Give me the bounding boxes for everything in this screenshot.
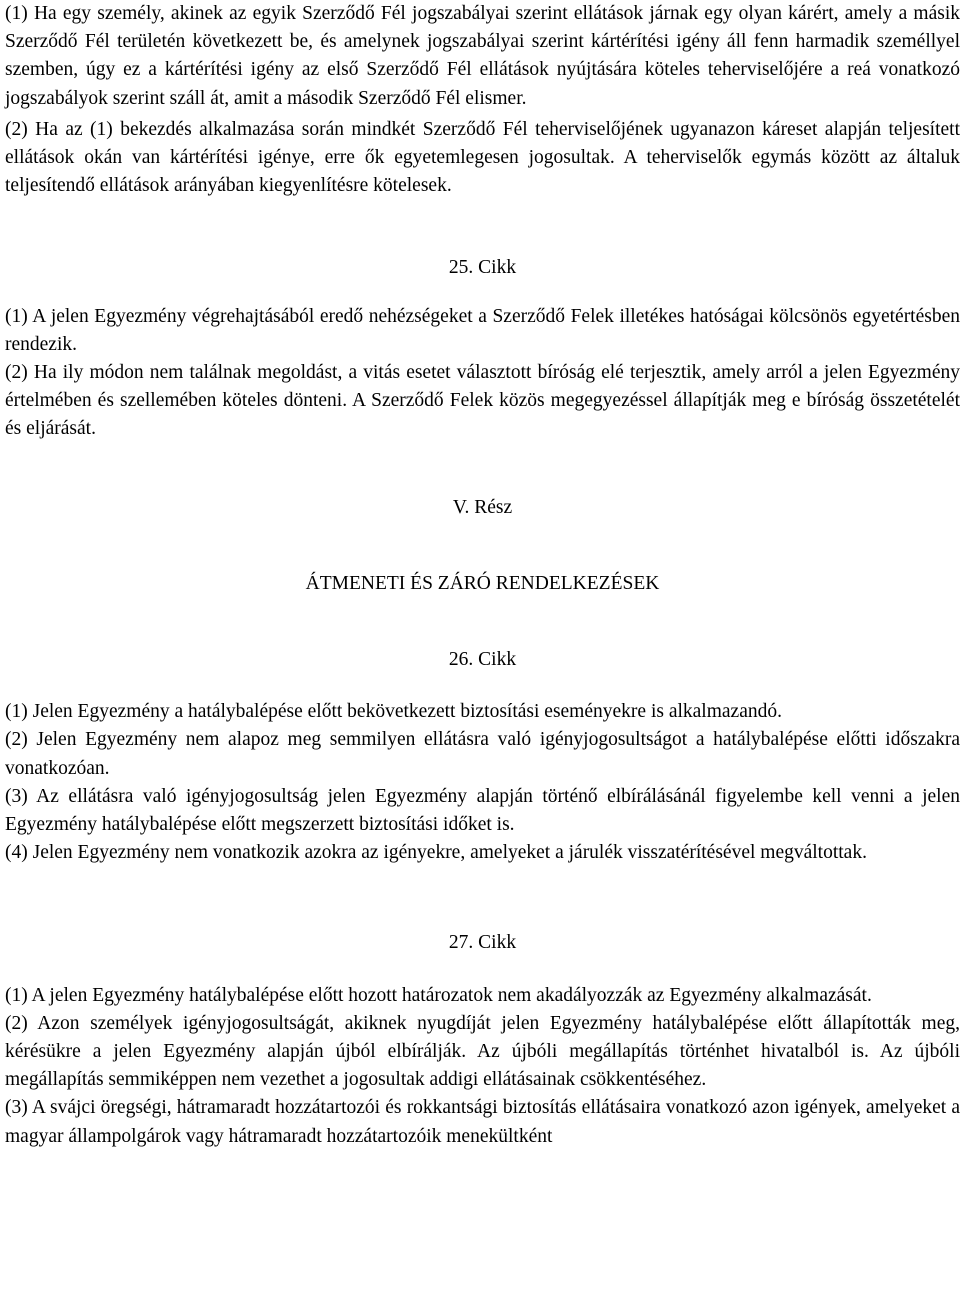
paragraph-25-2: (2) Ha ily módon nem találnak megoldást, a vitás esetet választott bíróság elé terjesztik, amely arról a jelen Egyezmény értelmében és szellemében köteles dönteni. A Szerződő Felek közös megegyezéssel állapítják meg e bíróság összetételét és eljárását. <box>5 362 960 440</box>
article-heading-25: 25. Cikk <box>448 257 517 279</box>
paragraph-25-1: (1) A jelen Egyezmény végrehajtásából eredő nehézségeket a Szerződő Felek illetékes hatóságai kölcsönös egyetértésben rendezik. <box>5 305 960 355</box>
paragraph-26-2: (2) Jelen Egyezmény nem alapoz meg semmilyen ellátásra való igényjogosultságot a hatálybalépése előtti időszakra vonatkozóan. <box>5 729 960 779</box>
paragraph-26-3: (3) Az ellátásra való igényjogosultság jelen Egyezmény alapján történő elbírálásánál figyelembe kell venni a jelen Egyezmény hatálybalépése előtt megszerzett biztosítási időket is. <box>5 785 960 836</box>
paragraph-26-4: (4) Jelen Egyezmény nem vonatkozik azokra az igényekre, amelyeket a járulék visszatérítésével megváltottak. <box>5 842 867 864</box>
paragraph-27-2: (2) Azon személyek igényjogosultságát, akiknek nyugdíját jelen Egyezmény hatálybalépése előtt állapították meg, kérésükre a jelen Egyezmény alapján újból elbírálják. Az újbóli megállapítás történhet hivatalból is. Az újbóli megállapítás semmiképpen nem vezethet a jogosultak addigi ellátásainak csökkentéséhez. <box>5 1012 960 1091</box>
section-title: ÁTMENETI ÉS ZÁRÓ RENDELKEZÉSEK <box>305 572 660 594</box>
part-heading: V. Rész <box>452 496 513 518</box>
paragraph-27-3: (3) A svájci öregségi, hátramaradt hozzátartozói és rokkantsági biztosítás ellátásaira vonatkozó azon igények, amelyeket a magyar állampolgárok vagy hátramaradt hozzátartozóik menekültként <box>5 1097 960 1147</box>
paragraph-27-1: (1) A jelen Egyezmény hatálybalépése előtt hozott határozatok nem akadályozzák az Egyezmény alkalmazását. <box>5 984 872 1006</box>
article-heading-26: 26. Cikk <box>448 649 517 671</box>
paragraph-26-1: (1) Jelen Egyezmény a hatálybalépése előtt bekövetkezett biztosítási eseményekre is alkalmazandó. <box>5 701 782 723</box>
paragraph-24-1: (1) Ha egy személy, akinek az egyik Szerződő Fél jogszabályai szerint ellátások járnak egy olyan kárért, amely a másik Szerződő Fél területén következett be, és amelynek jogszabályai szerint kártérítési igény áll fenn harmadik személlyel szemben, úgy ez a kártérítési igény az első Szerződő Fél ellátások nyújtására köteles teherviselőjére a reá vonatkozó jogszabályok szerint száll át, amit a második Szerződő Fél elismer. <box>5 3 960 109</box>
article-heading-27: 27. Cikk <box>448 932 517 954</box>
document-page <box>5 0 960 1151</box>
paragraph-24-2: (2) Ha az (1) bekezdés alkalmazása során mindkét Szerződő Fél teherviselőjének ugyanazon káreset alapján teljesített ellátások okán van kártérítési igénye, erre ők egyetemlegesen jogosultak. A teherviselők egymás között az általuk teljesítendő ellátások arányában kiegyenlítésre kötelesek. <box>5 118 960 197</box>
